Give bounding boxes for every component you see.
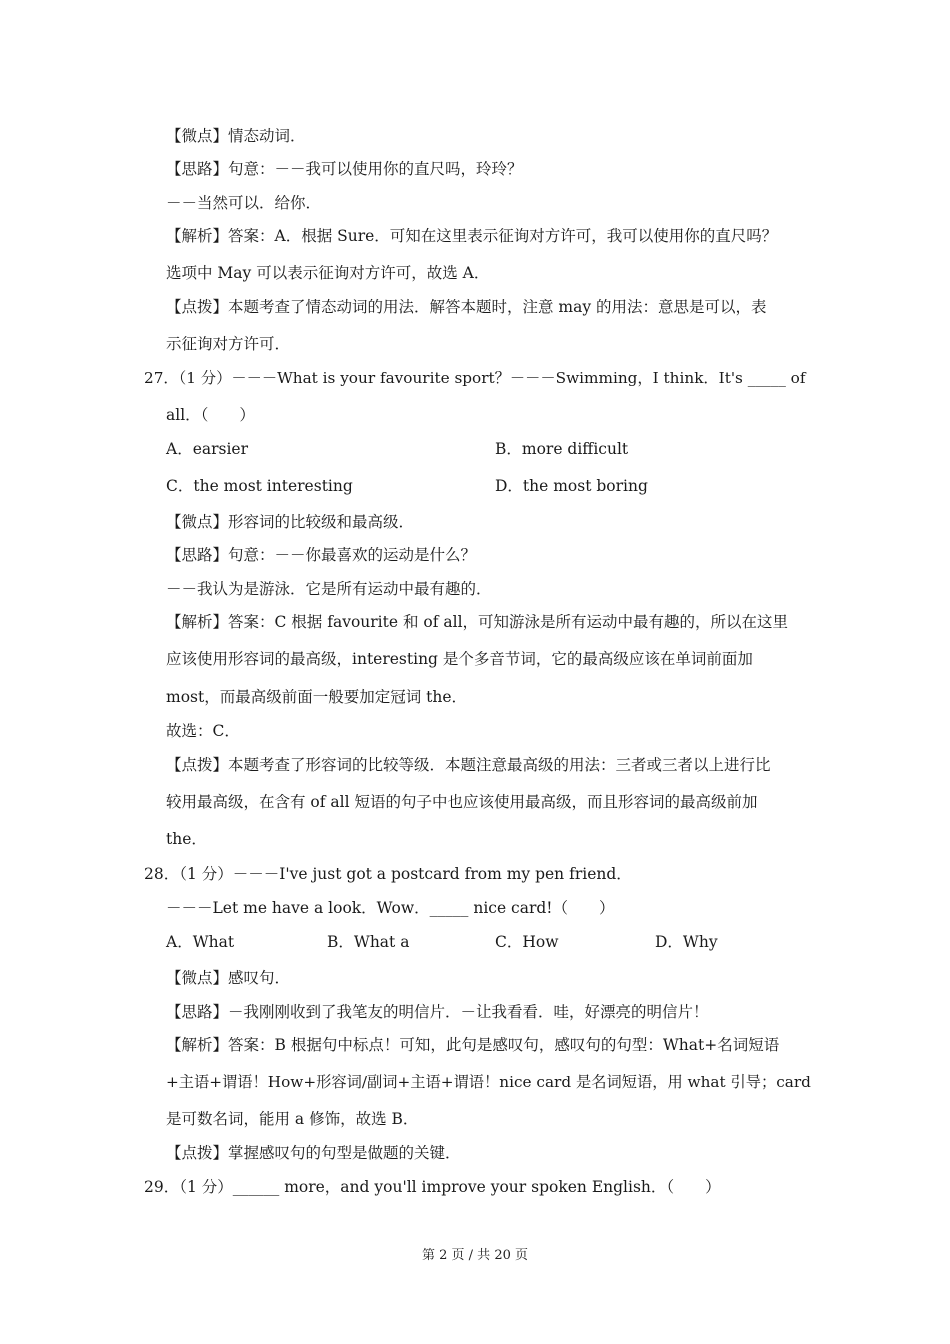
option-b: B．What a [327, 933, 410, 951]
jiexi-line: 【解析】答案：B 根据句中标点！可知，此句是感叹句，感叹句的句型：What+名词短语 [166, 1036, 780, 1054]
jiexi-line: 是可数名词，能用 a 修饰，故选 B． [166, 1110, 419, 1128]
dianbo-line: 较用最高级，在含有 of all 短语的句子中也应该使用最高级，而且形容词的最高级前加 [166, 793, 758, 811]
question-28-stem: 28．（1 分）－－－I've just got a postcard from my pen friend． [144, 865, 632, 883]
jiexi-line: 【解析】答案：A．根据 Sure．可知在这里表示征询对方许可，我可以使用你的直尺吗？ [166, 227, 778, 245]
dianbo-line: 【点拨】掌握感叹句的句型是做题的关键． [166, 1144, 461, 1162]
dianbo-line: 示征询对方许可． [166, 335, 291, 353]
silu-line: 【思路】句意：－－你最喜欢的运动是什么？ [166, 546, 477, 564]
option-c: C．the most interesting [166, 477, 353, 495]
question-28-stem: －－－Let me have a look．Wow．_____ nice card!（ ） [166, 899, 615, 917]
jiexi-line: 故选：C． [166, 722, 240, 740]
page-number-footer: 第 2 页 / 共 20 页 [422, 1248, 528, 1263]
silu-line: －－我认为是游泳．它是所有运动中最有趣的． [166, 580, 492, 598]
jiexi-line: 应该使用形容词的最高级，interesting 是个多音节词，它的最高级应该在单词前面加 [166, 650, 753, 668]
dianbo-line: the． [166, 830, 207, 848]
jiexi-line: most，而最高级前面一般要加定冠词 the． [166, 688, 468, 706]
weidian-line: 【微点】形容词的比较级和最高级． [166, 513, 415, 531]
silu-line: －－当然可以．给你． [166, 194, 322, 212]
question-29-stem: 29．（1 分）______ more，and you'll improve your spoken English．（ ） [144, 1178, 721, 1196]
question-27-stem: 27．（1 分）－－－What is your favourite sport？－－－Swimming，I think．It's _____ of [144, 369, 806, 387]
jiexi-line: 选项中 May 可以表示征询对方许可，故选 A． [166, 264, 490, 282]
dianbo-line: 【点拨】本题考查了形容词的比较等级．本题注意最高级的用法：三者或三者以上进行比 [166, 756, 771, 774]
weidian-line: 【微点】感叹句． [166, 969, 291, 987]
jiexi-line: +主语+谓语！How+形容词/副词+主语+谓语！nice card 是名词短语，用 what 引导；card [166, 1073, 811, 1091]
option-a: A．earsier [166, 440, 249, 458]
dianbo-line: 【点拨】本题考查了情态动词的用法．解答本题时，注意 may 的用法：意思是可以，表 [166, 298, 767, 316]
option-d: D．the most boring [495, 477, 648, 495]
silu-line: 【思路】－我刚刚收到了我笔友的明信片．－让我看看．哇，好漂亮的明信片！ [166, 1003, 709, 1021]
jiexi-line: 【解析】答案：C 根据 favourite 和 of all，可知游泳是所有运动中最有趣的，所以在这里 [166, 613, 789, 631]
question-27-stem: all．（ ） [166, 406, 255, 424]
silu-line: 【思路】句意：－－我可以使用你的直尺吗，玲玲？ [166, 160, 523, 178]
weidian-line: 【微点】情态动词． [166, 127, 306, 145]
option-a: A．What [166, 933, 235, 951]
option-b: B．more difficult [495, 440, 629, 458]
option-d: D．Why [655, 933, 718, 951]
option-c: C．How [495, 933, 559, 951]
